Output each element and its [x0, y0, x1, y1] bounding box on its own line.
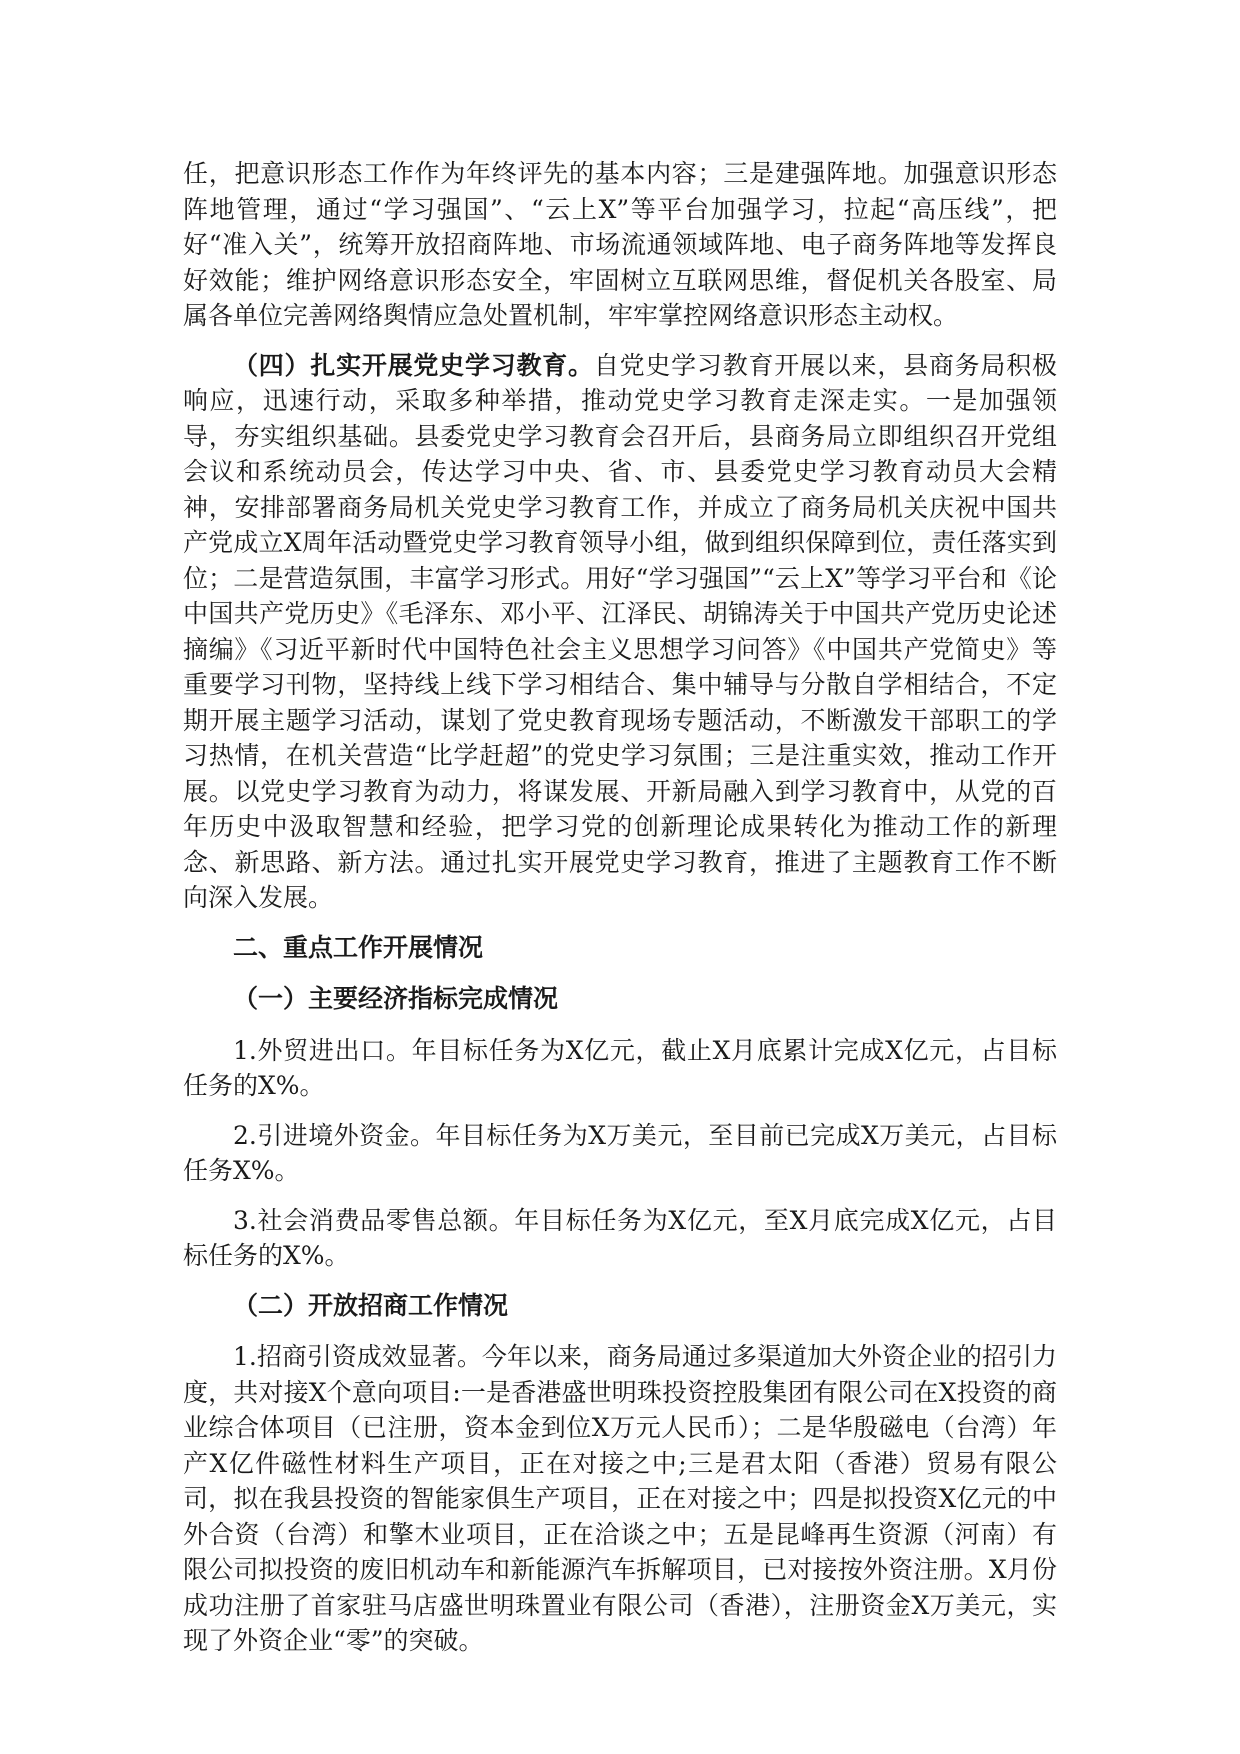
- item-foreign-capital: 2.引进境外资金。年目标任务为X万美元，至目前已完成X万美元，占目标任务X%。: [183, 1120, 1057, 1185]
- paragraph-ideology-positions: 任，把意识形态工作作为年终评先的基本内容；三是建强阵地。加强意识形态阵地管理，通过“学习强国”、“云上X”等平台加强学习，拉起“高压线”，把好“准入关”，统筹开放招商阵地、市场流通领域阵地、电子商务阵地等发挥良好效能；维护网络意识形态安全，牢固树立互联网思维，督促机关各股室、局属各单位完善网络舆情应急处置机制，牢牢掌控网络意识形态主动权。: [183, 159, 1057, 330]
- heading-economic-indicators: （一）主要经济指标完成情况: [233, 984, 559, 1013]
- paragraph-party-history-education: [183, 348, 1057, 916]
- heading-investment-attraction: （二）开放招商工作情况: [233, 1290, 509, 1320]
- document-page: [183, 156, 1057, 1673]
- paragraph-party-history-body: 自党史学习教育开展以来，县商务局积极响应，迅速行动，采取多种举措，推动党史学习教育走深走实。一是加强领导，夯实组织基础。县委党史学习教育会召开后，县商务局立即组织召开党组会议和系统动员会，传达学习中央、省、市、县委党史学习教育动员大会精神，安排部署商务局机关党史学习教育工作，并成立了商务局机关庆祝中国共产党成立X周年活动暨党史学习教育领导小组，做到组织保障到位，责任落实到位；二是营造氛围，丰富学习形式。用好“学习强国”“云上X”等学习平台和《论中国共产党历史》《毛泽东、邓小平、江泽民、胡锦涛关于中国共产党历史论述摘编》《习近平新时代中国特色社会主义思想学习问答》《中国共产党简史》等重要学习刊物，坚持线上线下学习相结合、集中辅导与分散自学相结合，不定期开展主题学习活动，谋划了党史教育现场专题活动，不断激发干部职工的学习热情，在机关营造“比学赶超”的党史学习氛围；三是注重实效，推动工作开展。以党史学习教育为动力，将谋发展、开新局融入到学习教育中，从党的百年历史中汲取智慧和经验，把学习党的创新理论成果转化为推动工作的新理念、新思路、新方法。通过扎实开展党史学习教育，推进了主题教育工作不断向深入发展。: [183, 350, 1057, 912]
- item-investment-results: 1.招商引资成效显著。今年以来，商务局通过多渠道加大外资企业的招引力度，共对接X个意向项目:一是香港盛世明珠投资控股集团有限公司在X投资的商业综合体项目（已注册，资本金到位X万元人民币）；二是华殷磁电（台湾）年产X亿件磁性材料生产项目，正在对接之中;三是君太阳（香港）贸易有限公司，拟在我县投资的智能家俱生产项目，正在对接之中；四是拟投资X亿元的中外合资（台湾）和擎木业项目，正在洽谈之中；五是昆峰再生资源（河南）有限公司拟投资的废旧机动车和新能源汽车拆解项目，已对接按外资注册。X月份成功注册了首家驻马店盛世明珠置业有限公司（香港），注册资金X万美元，实现了外资企业“零”的突破。: [183, 1342, 1057, 1655]
- heading-key-work: 二、重点工作开展情况: [233, 932, 484, 962]
- item-foreign-trade: 1.外贸进出口。年目标任务为X亿元，截止X月底累计完成X亿元，占目标任务的X%。: [183, 1035, 1057, 1100]
- item-retail-sales: 3.社会消费品零售总额。年目标任务为X亿元，至X月底完成X亿元，占目标任务的X%。: [183, 1205, 1057, 1270]
- section-lead-party-history: （四）扎实开展党史学习教育。: [233, 350, 594, 380]
